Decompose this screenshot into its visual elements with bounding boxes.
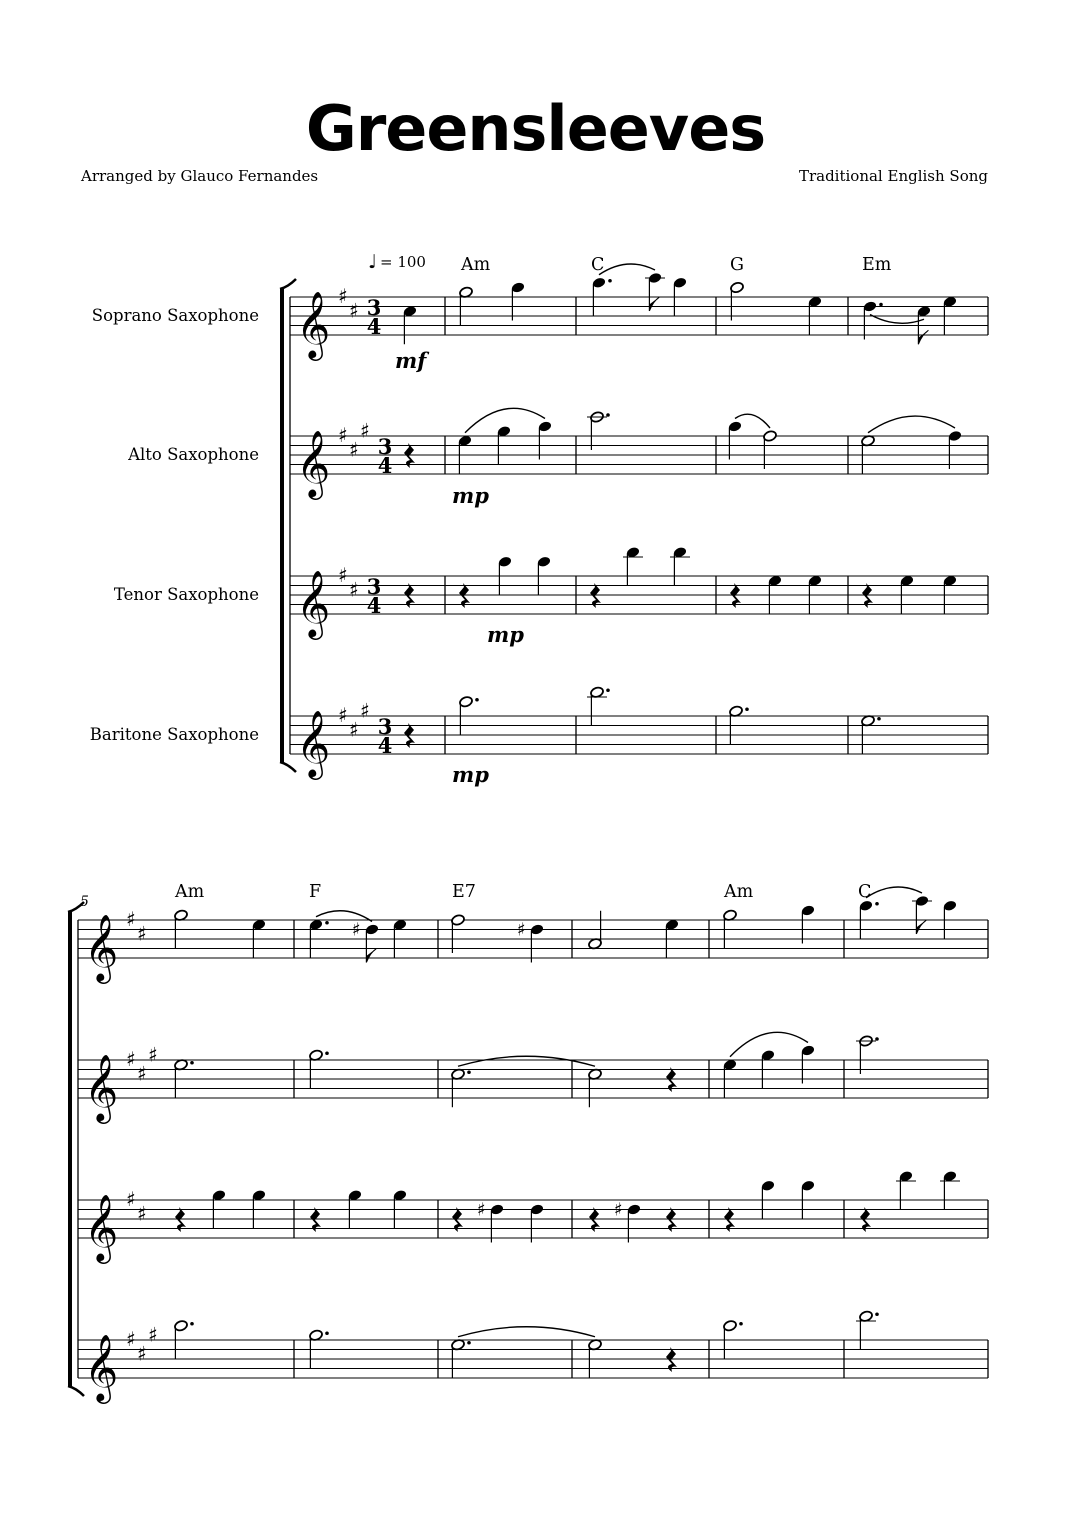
bracket-bottom bbox=[280, 762, 296, 772]
key-sharp-icon: ♯ bbox=[137, 1201, 147, 1226]
accidental-sharp-icon: ♯ bbox=[517, 919, 526, 941]
time-signature-numerator: 3 bbox=[366, 574, 382, 599]
key-sharp-icon: ♯ bbox=[360, 418, 370, 443]
tempo-marking: = 100 bbox=[380, 253, 426, 271]
time-signature-numerator: 3 bbox=[377, 714, 393, 739]
accidental-sharp-icon: ♯ bbox=[352, 919, 361, 941]
key-sharp-icon: ♯ bbox=[126, 1187, 136, 1211]
key-sharp-icon: ♯ bbox=[137, 1341, 147, 1366]
augmentation-dot bbox=[325, 1051, 329, 1055]
time-signature-numerator: 3 bbox=[366, 295, 382, 320]
dynamic-marking: mp bbox=[452, 483, 489, 508]
treble-clef-icon: 𝄞 bbox=[84, 1193, 119, 1261]
key-sharp-icon: ♯ bbox=[148, 1322, 158, 1347]
augmentation-dot bbox=[190, 1061, 194, 1065]
note-flag bbox=[916, 920, 926, 934]
instrument-label: Baritone Saxophone bbox=[89, 725, 259, 744]
augmentation-dot bbox=[467, 1070, 471, 1074]
measure-number: 5 bbox=[80, 894, 89, 910]
augmentation-dot bbox=[325, 1331, 329, 1335]
slur bbox=[868, 416, 955, 433]
chord-symbol: F bbox=[309, 882, 322, 902]
arranger-credit: Arranged by Glauco Fernandes bbox=[81, 167, 319, 185]
treble-clef-icon: 𝄞 bbox=[84, 913, 119, 981]
augmentation-dot bbox=[190, 1322, 194, 1326]
instrument-label: Soprano Saxophone bbox=[91, 306, 259, 325]
key-sharp-icon: ♯ bbox=[349, 298, 359, 323]
augmentation-dot bbox=[745, 707, 749, 711]
note-flag bbox=[649, 297, 659, 311]
time-signature-numerator: 3 bbox=[377, 434, 393, 459]
augmentation-dot bbox=[875, 1037, 879, 1041]
augmentation-dot bbox=[475, 698, 479, 702]
key-sharp-icon: ♯ bbox=[338, 703, 348, 727]
augmentation-dot bbox=[608, 279, 612, 283]
slur bbox=[458, 1327, 595, 1337]
chord-symbol: C bbox=[858, 882, 872, 902]
score-title: Greensleeves bbox=[305, 92, 766, 165]
treble-clef-icon: 𝄞 bbox=[296, 569, 331, 637]
accidental-sharp-icon: ♯ bbox=[614, 1199, 623, 1221]
key-sharp-icon: ♯ bbox=[148, 1042, 158, 1067]
note-flag bbox=[918, 330, 928, 344]
tempo-quarter-note-icon: ♩ bbox=[368, 251, 377, 273]
instrument-label: Tenor Saxophone bbox=[113, 585, 259, 604]
treble-clef-icon: 𝄞 bbox=[296, 709, 331, 777]
key-sharp-icon: ♯ bbox=[126, 1327, 136, 1351]
chord-symbol: Am bbox=[724, 882, 754, 902]
augmentation-dot bbox=[877, 717, 881, 721]
key-sharp-icon: ♯ bbox=[360, 698, 370, 723]
augmentation-dot bbox=[606, 688, 610, 692]
key-sharp-icon: ♯ bbox=[349, 577, 359, 602]
chord-symbol: Am bbox=[175, 882, 205, 902]
augmentation-dot bbox=[739, 1322, 743, 1326]
dynamic-marking: mf bbox=[395, 348, 427, 373]
bracket-top bbox=[280, 279, 296, 289]
treble-clef-icon: 𝄞 bbox=[84, 1333, 119, 1401]
key-sharp-icon: ♯ bbox=[126, 907, 136, 931]
treble-clef-icon: 𝄞 bbox=[84, 1053, 119, 1121]
system-bracket bbox=[68, 912, 72, 1386]
accidental-sharp-icon: ♯ bbox=[477, 1199, 486, 1221]
key-sharp-icon: ♯ bbox=[349, 717, 359, 742]
augmentation-dot bbox=[875, 1312, 879, 1316]
key-sharp-icon: ♯ bbox=[126, 1047, 136, 1071]
augmentation-dot bbox=[325, 921, 329, 925]
dynamic-marking: mp bbox=[487, 622, 524, 647]
dynamic-marking: mp bbox=[452, 762, 489, 787]
augmentation-dot bbox=[606, 413, 610, 417]
slur bbox=[599, 264, 655, 275]
key-sharp-icon: ♯ bbox=[349, 437, 359, 462]
bracket-bottom bbox=[68, 1386, 84, 1396]
instrument-label: Alto Saxophone bbox=[128, 445, 259, 464]
chord-symbol: Em bbox=[862, 255, 892, 275]
chord-symbol: E7 bbox=[452, 882, 476, 902]
note-flag bbox=[366, 949, 376, 963]
time-signature-denominator: 4 bbox=[377, 453, 393, 478]
system-bracket bbox=[280, 289, 284, 762]
key-sharp-icon: ♯ bbox=[338, 423, 348, 447]
key-sharp-icon: ♯ bbox=[137, 1061, 147, 1086]
slur bbox=[866, 887, 922, 898]
treble-clef-icon: 𝄞 bbox=[296, 290, 331, 358]
chord-symbol: Am bbox=[461, 255, 491, 275]
chord-symbol: G bbox=[730, 255, 744, 275]
augmentation-dot bbox=[467, 1341, 471, 1345]
time-signature-denominator: 4 bbox=[366, 593, 382, 618]
treble-clef-icon: 𝄞 bbox=[296, 429, 331, 497]
time-signature-denominator: 4 bbox=[366, 314, 382, 339]
chord-symbol: C bbox=[591, 255, 605, 275]
slur bbox=[458, 1056, 595, 1066]
augmentation-dot bbox=[875, 902, 879, 906]
augmentation-dot bbox=[879, 303, 883, 307]
composer-credit: Traditional English Song bbox=[798, 167, 988, 185]
key-sharp-icon: ♯ bbox=[137, 921, 147, 946]
key-sharp-icon: ♯ bbox=[338, 284, 348, 308]
time-signature-denominator: 4 bbox=[377, 733, 393, 758]
key-sharp-icon: ♯ bbox=[338, 563, 348, 587]
